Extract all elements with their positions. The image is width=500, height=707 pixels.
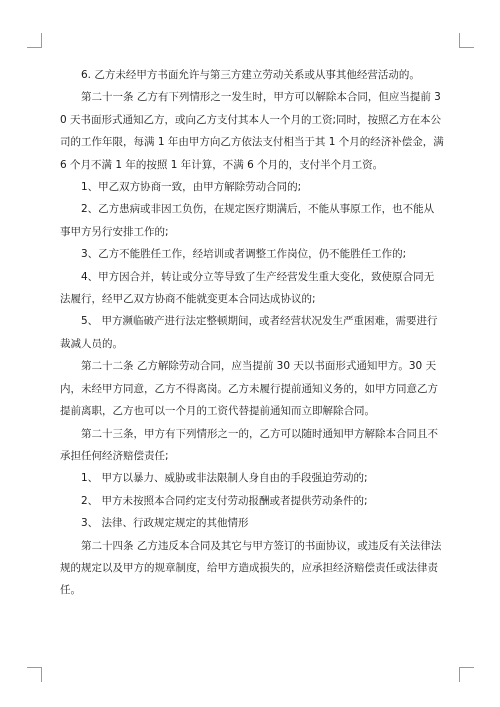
paragraph-article-21: 第二十一条 乙方有下列情形之一发生时，甲方可以解除本合同，但应当提前 30 天书面形式通知乙方，或向乙方支付其本人一个月的工资;同时，按照乙方在本公司的工作年限，每满 1 年由甲方向乙方依法支付相当于其 1 个月的经济补偿金，满 6 个月不满 1 年的按照 1 年计算，不满 6 个月的，支付半个月工资。 bbox=[60, 91, 444, 171]
paragraph: 6. 乙方未经甲方书面允许与第三方建立劳动关系或从事其他经营活动的。 bbox=[81, 69, 420, 81]
list-item: 4、甲方因合并，转让或分立等导致了生产经营发生重大变化，致使原合同无法履行，经甲乙双方协商不能就变更本合同达成协议的; bbox=[60, 270, 435, 306]
crop-mark-bottom-right bbox=[459, 667, 474, 682]
paragraph-article-23: 第二十三条，甲方有下列情形之一的，乙方可以随时通知甲方解除本合同且不承担任何经济赔偿责任; bbox=[60, 427, 438, 462]
crop-mark-bottom-left bbox=[27, 667, 42, 682]
list-item: 2、乙方患病或非因工负伤，在规定医疗期满后，不能从事原工作，也不能从事甲方另行安排工作的; bbox=[60, 203, 435, 238]
list-item: 5、 甲方濒临破产进行法定整顿期间，或者经营状况发生严重困难，需要进行裁减人员的。 bbox=[60, 315, 438, 350]
list-item: 1、甲乙双方协商一致，由甲方解除劳动合同的; bbox=[81, 181, 302, 194]
document-body bbox=[60, 64, 444, 602]
list-item: 3、 法律、行政规定规定的其他情形 bbox=[81, 517, 249, 530]
crop-mark-top-left bbox=[27, 33, 42, 48]
list-item: 3、乙方不能胜任工作，经培训或者调整工作岗位，仍不能胜任工作的; bbox=[81, 248, 407, 261]
crop-mark-top-right bbox=[459, 33, 474, 48]
list-item: 2、 甲方未按照本合同约定支付劳动报酬或者提供劳动条件的; bbox=[81, 494, 368, 507]
paragraph-article-24: 第二十四条 乙方违反本合同及其它与甲方签订的书面协议，或违反有关法律法规的规定以及甲方的规章制度，给甲方造成损失的，应承担经济赔偿责任或法律责任。 bbox=[60, 539, 442, 597]
list-item: 1、 甲方以暴力、威胁或非法限制人身自由的手段强迫劳动的; bbox=[81, 472, 368, 485]
paragraph-article-22: 第二十二条 乙方解除劳动合同，应当提前 30 天以书面形式通知甲方。30 天内，未经甲方同意，乙方不得离岗。乙方未履行提前通知义务的，如甲方同意乙方提前离职，乙方也可以一个月的工资代替提前通知而立即解除合同。 bbox=[60, 360, 438, 418]
